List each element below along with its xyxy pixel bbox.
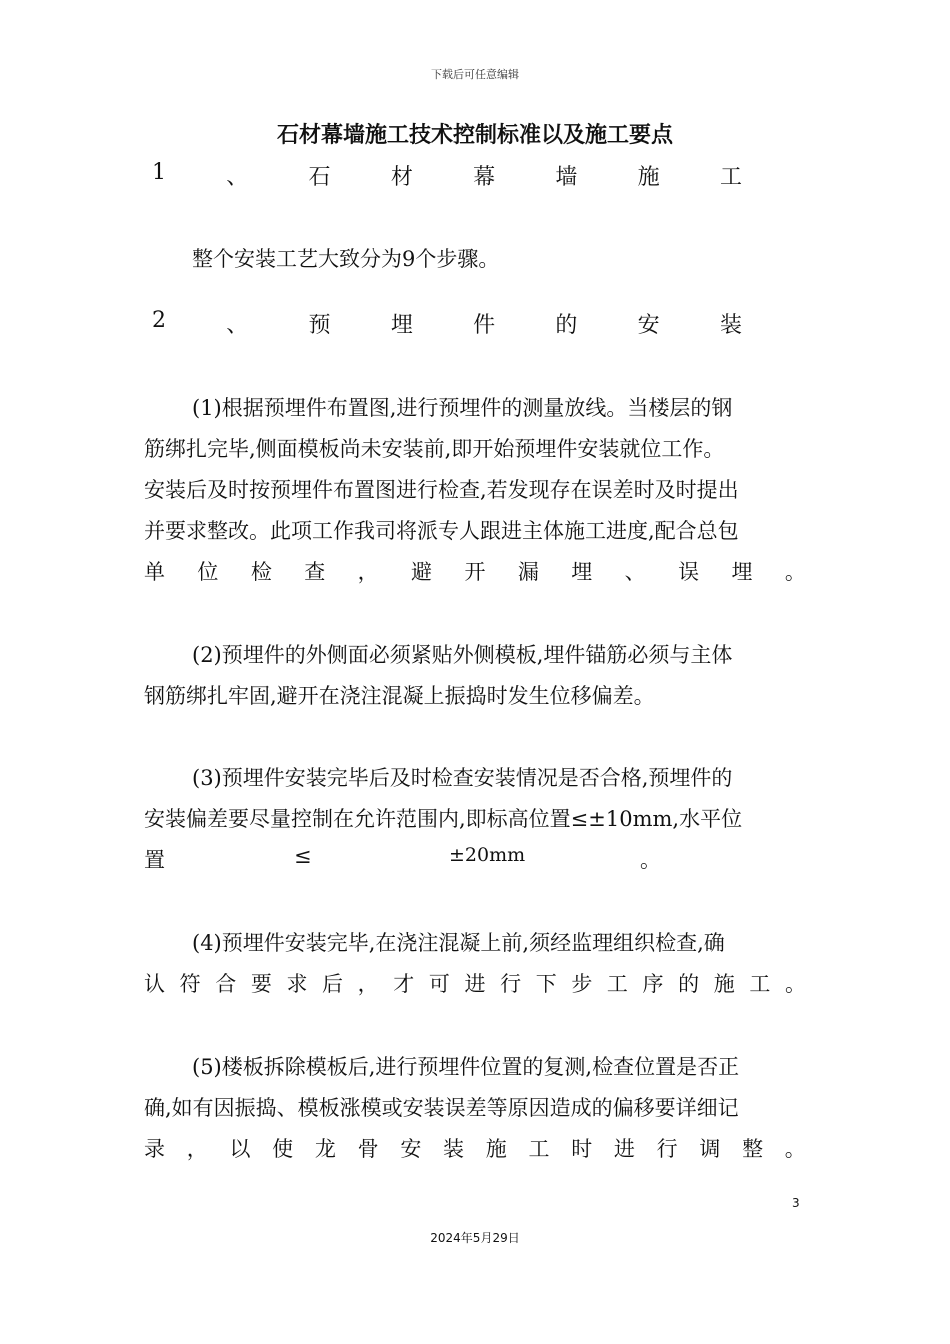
paragraph-line: (5)楼板拆除模板后,进行预埋件位置的复测,检查位置是否正 bbox=[192, 1055, 740, 1079]
text-char: ， bbox=[357, 560, 379, 584]
text-char: 检 bbox=[250, 560, 272, 584]
page-header: 下载后可任意编辑 bbox=[431, 68, 519, 81]
heading-char: 安 bbox=[637, 313, 660, 338]
text-char: 下 bbox=[535, 972, 557, 996]
text-char: 整 bbox=[742, 1137, 764, 1161]
text-char: 使 bbox=[272, 1137, 294, 1161]
paragraph-line: (4)预埋件安装完毕,在浇注混凝上前,须经监理组织检查,确 bbox=[192, 931, 725, 955]
text-char: 龙 bbox=[314, 1137, 336, 1161]
heading-char: 墙 bbox=[555, 165, 578, 190]
text-char: 埋 bbox=[571, 560, 593, 584]
text-char: 后 bbox=[322, 972, 344, 996]
text-char: 漏 bbox=[517, 560, 539, 584]
text-char: 骨 bbox=[357, 1137, 379, 1161]
text-char: 施 bbox=[713, 972, 735, 996]
paragraph-line bbox=[144, 556, 806, 586]
paragraph-line: 并要求整改。此项工作我司将派专人跟进主体施工进度,配合总包 bbox=[144, 519, 739, 543]
heading-char: 装 bbox=[719, 313, 742, 338]
heading-char: 、 bbox=[226, 165, 249, 190]
heading-char: 件 bbox=[473, 313, 496, 338]
text-char: 符 bbox=[179, 972, 201, 996]
text-char: ， bbox=[357, 972, 379, 996]
text-char: 可 bbox=[428, 972, 450, 996]
text-char: 置 bbox=[144, 848, 165, 872]
text-char: 行 bbox=[500, 972, 522, 996]
text-char: 误 bbox=[678, 560, 700, 584]
text-char: 行 bbox=[656, 1137, 678, 1161]
text-char: 、 bbox=[624, 560, 646, 584]
text-char: 施 bbox=[485, 1137, 507, 1161]
heading-char: 2 bbox=[152, 308, 166, 333]
section-heading-1 bbox=[152, 160, 742, 191]
text-char: 。 bbox=[640, 848, 661, 872]
text-char: 进 bbox=[613, 1137, 635, 1161]
text-char: 开 bbox=[464, 560, 486, 584]
text-char: 合 bbox=[215, 972, 237, 996]
section-heading-2 bbox=[152, 308, 742, 339]
heading-char: 1 bbox=[152, 160, 166, 185]
paragraph-line: 钢筋绑扎牢固,避开在浇注混凝上振捣时发生位移偏差。 bbox=[144, 684, 655, 708]
paragraph-line: (3)预埋件安装完毕后及时检查安装情况是否合格,预埋件的 bbox=[192, 766, 733, 790]
text-char: 录 bbox=[144, 1137, 165, 1161]
text-char: 工 bbox=[749, 972, 771, 996]
heading-char: 预 bbox=[308, 313, 331, 338]
text-char: 。 bbox=[784, 972, 806, 996]
text-char: 单 bbox=[144, 560, 165, 584]
text-char: 要 bbox=[250, 972, 272, 996]
paragraph-line: (2)预埋件的外侧面必须紧贴外侧模板,埋件锚筋必须与主体 bbox=[192, 643, 733, 667]
text-char: 序 bbox=[642, 972, 664, 996]
text-char: 求 bbox=[286, 972, 308, 996]
text-char: 才 bbox=[393, 972, 415, 996]
text-char: 工 bbox=[606, 972, 628, 996]
text-char: 的 bbox=[678, 972, 700, 996]
text-char: ±20mm bbox=[449, 844, 526, 866]
paragraph-line: 确,如有因振捣、模板涨模或安装误差等原因造成的偏移要详细记 bbox=[144, 1096, 739, 1120]
text-char: 以 bbox=[229, 1137, 251, 1161]
text-char: ≤ bbox=[294, 844, 312, 868]
paragraph-line: 安装偏差要尽量控制在允许范围内,即标高位置≤±10mm,水平位 bbox=[144, 807, 743, 831]
text-char: 。 bbox=[784, 560, 806, 584]
text-char: 。 bbox=[784, 1137, 806, 1161]
paragraph-line bbox=[144, 968, 806, 998]
text-char: 位 bbox=[197, 560, 219, 584]
text-char: 认 bbox=[144, 972, 165, 996]
heading-char: 、 bbox=[226, 313, 249, 338]
text-char: 安 bbox=[400, 1137, 422, 1161]
text-char: 调 bbox=[699, 1137, 721, 1161]
heading-char: 埋 bbox=[390, 313, 413, 338]
intro-text: 整个安装工艺大致分为9个步骤。 bbox=[192, 247, 500, 271]
text-char: 时 bbox=[571, 1137, 593, 1161]
text-char: 步 bbox=[571, 972, 593, 996]
text-char: ， bbox=[186, 1137, 208, 1161]
paragraph-line bbox=[144, 1133, 806, 1163]
text-char: 装 bbox=[443, 1137, 465, 1161]
page-number: 3 bbox=[792, 1196, 800, 1210]
heading-char: 的 bbox=[555, 313, 578, 338]
document-title: 石材幕墙施工技术控制标准以及施工要点 bbox=[276, 123, 673, 148]
text-char: 查 bbox=[304, 560, 326, 584]
heading-char: 工 bbox=[719, 165, 742, 190]
heading-char: 材 bbox=[390, 165, 413, 190]
paragraph-line: 安装后及时按预埋件布置图进行检查,若发现存在误差时及时提出 bbox=[144, 478, 739, 502]
heading-char: 幕 bbox=[473, 165, 496, 190]
paragraph-line: 筋绑扎完毕,侧面模板尚未安装前,即开始预埋件安装就位工作。 bbox=[144, 437, 725, 461]
heading-char: 石 bbox=[308, 165, 331, 190]
text-char: 埋 bbox=[731, 560, 753, 584]
page-footer: 2024年5月29日 bbox=[430, 1231, 520, 1245]
text-char: 工 bbox=[528, 1137, 550, 1161]
paragraph-line: (1)根据预埋件布置图,进行预埋件的测量放线。当楼层的钢 bbox=[192, 396, 733, 420]
heading-char: 施 bbox=[637, 165, 660, 190]
text-char: 避 bbox=[411, 560, 433, 584]
text-char: 进 bbox=[464, 972, 486, 996]
